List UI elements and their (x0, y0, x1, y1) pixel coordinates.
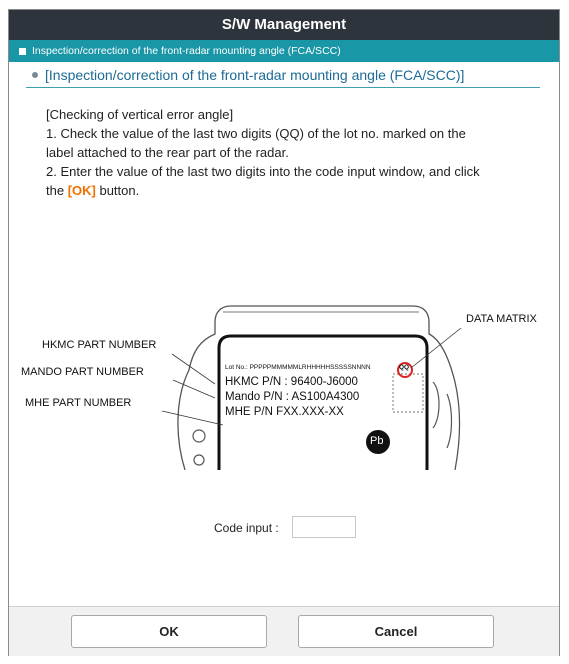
hkmc-leader-line (172, 354, 215, 384)
instructions (46, 105, 546, 200)
section-header (26, 62, 540, 88)
mando-pn-text: Mando P/N : AS100A4300 (225, 391, 360, 403)
hkmc-pn-text: HKMC P/N : 96400-J6000 (225, 376, 358, 388)
instructions-heading: [Checking of vertical error angle] (46, 107, 234, 122)
square-bullet-icon (19, 48, 26, 55)
dialog-footer (9, 606, 559, 656)
radar-label-diagram (9, 298, 561, 470)
ok-button[interactable]: OK (71, 615, 267, 648)
mhe-pn-text: MHE P/N FXX.XXX-XX (225, 406, 344, 418)
data-matrix-label: DATA MATRIX (466, 313, 537, 325)
subtitle-bar (9, 40, 559, 62)
code-input-field[interactable] (292, 516, 356, 538)
mhe-leader-line (162, 411, 223, 425)
instructions-line-4-suffix: button. (95, 183, 140, 198)
instructions-line-4-prefix: the (46, 183, 68, 198)
right-bracket-outer (447, 394, 452, 448)
sw-management-window (8, 9, 560, 656)
circle-bullet-icon (32, 72, 38, 78)
hkmc-part-number-label: HKMC PART NUMBER (42, 339, 157, 351)
qq-text: QQ (399, 364, 410, 371)
mount-hole-left (193, 430, 205, 442)
section-title: [Inspection/correction of the front-radar mounting angle (FCA/SCC)] (45, 66, 465, 83)
mando-part-number-label: MANDO PART NUMBER (21, 366, 144, 378)
mount-hole-left-lower (194, 455, 204, 465)
instructions-line-3: 2. Enter the value of the last two digits into the code input window, and click (46, 164, 480, 179)
instructions-line-2: label attached to the rear part of the radar. (46, 145, 289, 160)
datamatrix-leader-line (411, 328, 461, 368)
ok-inline-highlight: [OK] (67, 183, 96, 198)
data-matrix-box (393, 374, 423, 412)
lot-number-text: Lot No.: PPPPPMMMMMLRHHHHHSSSSSNNNN (225, 364, 371, 371)
mando-leader-line (173, 380, 215, 398)
code-input-row (9, 516, 561, 540)
code-input-label: Code input : (214, 521, 279, 535)
right-bracket (433, 382, 439, 428)
radar-label-panel (219, 336, 427, 470)
mhe-part-number-label: MHE PART NUMBER (25, 397, 132, 409)
instructions-line-4 (46, 181, 546, 200)
instructions-line-1: 1. Check the value of the last two digits (QQ) of the lot no. marked on the (46, 126, 466, 141)
window-title: S/W Management (9, 10, 559, 40)
cancel-button[interactable]: Cancel (298, 615, 494, 648)
subtitle-text: Inspection/correction of the front-radar mounting angle (FCA/SCC) (32, 45, 341, 57)
pb-text: Pb (370, 435, 384, 447)
